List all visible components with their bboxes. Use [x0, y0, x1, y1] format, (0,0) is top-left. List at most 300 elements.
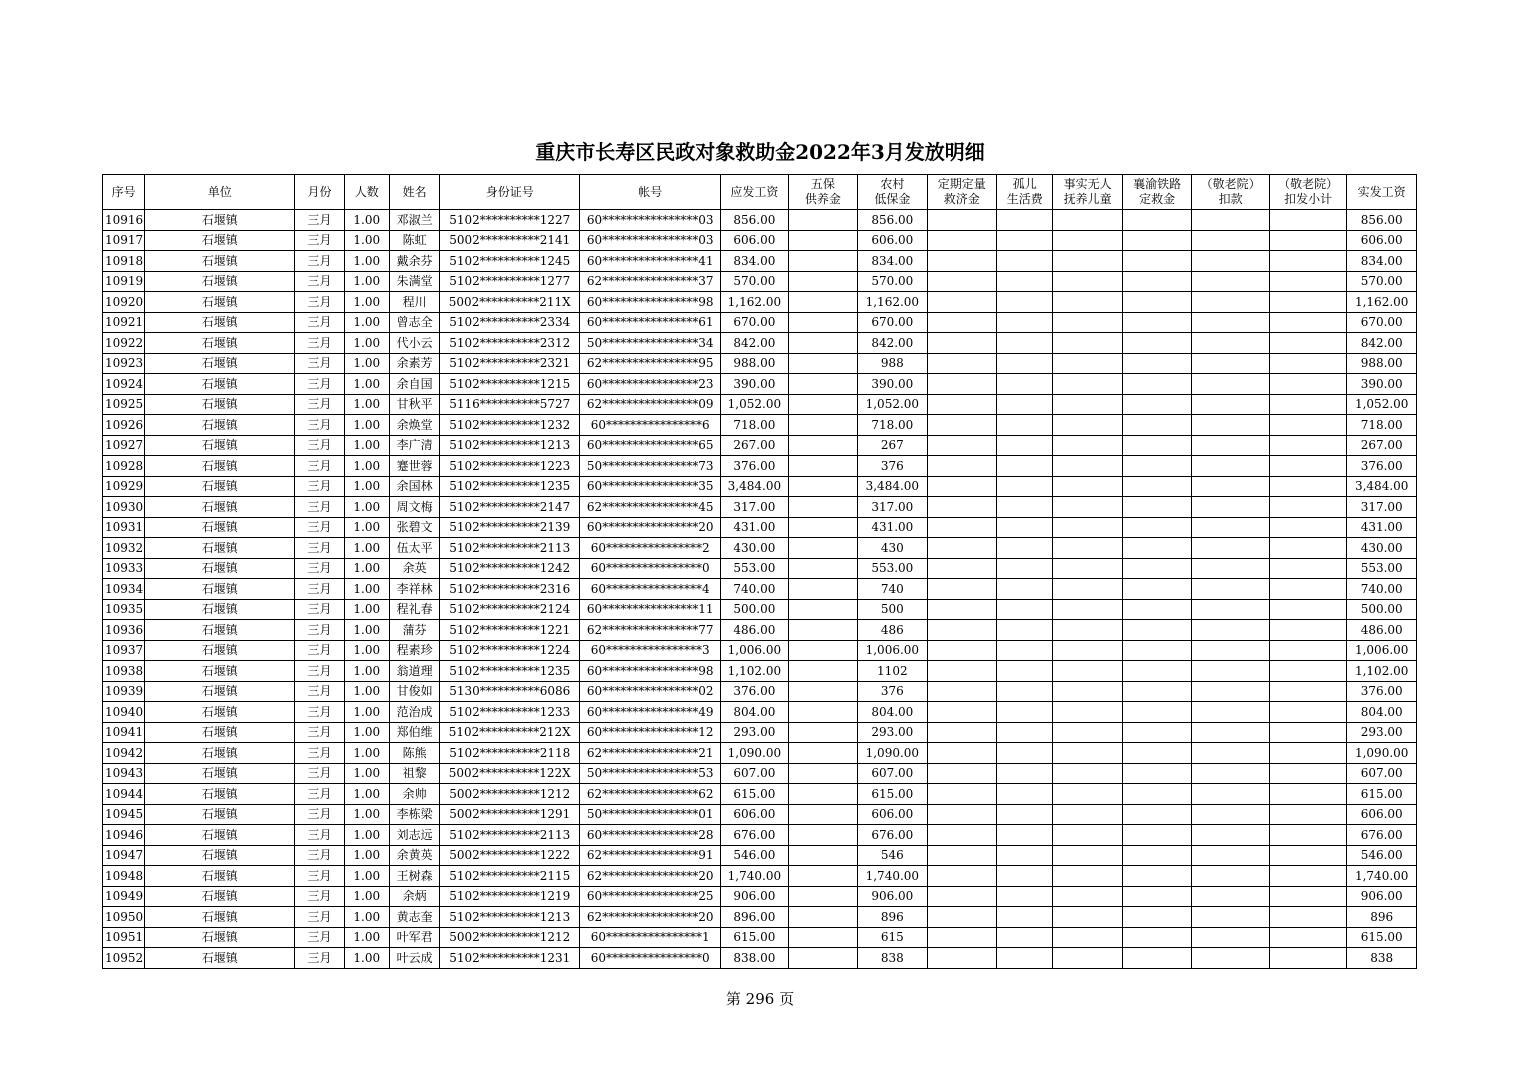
cell-railway-relief	[1122, 702, 1191, 723]
header-nursing-deduction: （敬老院） 扣款	[1192, 175, 1270, 210]
cell-railway-relief	[1122, 804, 1191, 825]
cell-count: 1.00	[344, 845, 389, 866]
cell-account: 50****************01	[580, 804, 721, 825]
cell-unit: 石堰镇	[145, 210, 295, 231]
cell-index: 10933	[103, 558, 145, 579]
cell-unsupported-children	[1053, 415, 1122, 436]
cell-unit: 石堰镇	[145, 907, 295, 928]
cell-id-number: 5102**********1213	[440, 435, 580, 456]
cell-id-number: 5102**********1221	[440, 620, 580, 641]
cell-nursing-withheld	[1269, 456, 1347, 477]
cell-id-number: 5116**********5727	[440, 394, 580, 415]
cell-nursing-deduction	[1192, 312, 1270, 333]
cell-five-guarantee	[788, 271, 857, 292]
cell-count: 1.00	[344, 476, 389, 497]
cell-account: 62****************09	[580, 394, 721, 415]
cell-account: 60****************2	[580, 538, 721, 559]
cell-five-guarantee	[788, 620, 857, 641]
cell-rural-subsistence: 838	[858, 948, 927, 969]
cell-index: 10942	[103, 743, 145, 764]
cell-name: 李广清	[389, 435, 439, 456]
cell-name: 李祥林	[389, 579, 439, 600]
table-row	[103, 456, 1417, 477]
cell-regular-relief	[927, 784, 996, 805]
cell-actual-pay: 615.00	[1347, 927, 1417, 948]
cell-unsupported-children	[1053, 456, 1122, 477]
cell-count: 1.00	[344, 312, 389, 333]
cell-name: 程礼春	[389, 599, 439, 620]
cell-id-number: 5102**********1224	[440, 640, 580, 661]
cell-orphan-allowance	[997, 271, 1053, 292]
cell-railway-relief	[1122, 538, 1191, 559]
cell-month: 三月	[295, 517, 344, 538]
cell-index: 10938	[103, 661, 145, 682]
cell-index: 10929	[103, 476, 145, 497]
cell-index: 10925	[103, 394, 145, 415]
cell-five-guarantee	[788, 292, 857, 313]
cell-unit: 石堰镇	[145, 866, 295, 887]
cell-account: 60****************3	[580, 640, 721, 661]
cell-month: 三月	[295, 435, 344, 456]
cell-count: 1.00	[344, 292, 389, 313]
cell-name: 余焕堂	[389, 415, 439, 436]
cell-nursing-deduction	[1192, 804, 1270, 825]
cell-index: 10940	[103, 702, 145, 723]
cell-nursing-deduction	[1192, 579, 1270, 600]
header-regular-relief: 定期定量 救济金	[927, 175, 996, 210]
cell-unsupported-children	[1053, 722, 1122, 743]
cell-month: 三月	[295, 681, 344, 702]
table-row	[103, 640, 1417, 661]
cell-nursing-withheld	[1269, 681, 1347, 702]
cell-count: 1.00	[344, 927, 389, 948]
cell-regular-relief	[927, 210, 996, 231]
cell-actual-pay: 740.00	[1347, 579, 1417, 600]
cell-unit: 石堰镇	[145, 476, 295, 497]
cell-unsupported-children	[1053, 333, 1122, 354]
cell-month: 三月	[295, 743, 344, 764]
cell-count: 1.00	[344, 353, 389, 374]
cell-count: 1.00	[344, 517, 389, 538]
cell-nursing-withheld	[1269, 886, 1347, 907]
cell-month: 三月	[295, 804, 344, 825]
cell-rural-subsistence: 293.00	[858, 722, 927, 743]
cell-nursing-deduction	[1192, 210, 1270, 231]
cell-name: 曾志全	[389, 312, 439, 333]
cell-nursing-deduction	[1192, 845, 1270, 866]
cell-regular-relief	[927, 353, 996, 374]
cell-count: 1.00	[344, 599, 389, 620]
cell-railway-relief	[1122, 640, 1191, 661]
cell-unsupported-children	[1053, 763, 1122, 784]
cell-id-number: 5102**********1219	[440, 886, 580, 907]
cell-name: 甘秋平	[389, 394, 439, 415]
cell-id-number: 5002**********1212	[440, 784, 580, 805]
cell-rural-subsistence: 670.00	[858, 312, 927, 333]
cell-month: 三月	[295, 394, 344, 415]
table-row	[103, 271, 1417, 292]
cell-unit: 石堰镇	[145, 927, 295, 948]
cell-nursing-withheld	[1269, 579, 1347, 600]
cell-nursing-withheld	[1269, 702, 1347, 723]
cell-month: 三月	[295, 845, 344, 866]
cell-rural-subsistence: 570.00	[858, 271, 927, 292]
cell-rural-subsistence: 1,052.00	[858, 394, 927, 415]
cell-month: 三月	[295, 599, 344, 620]
cell-month: 三月	[295, 415, 344, 436]
cell-index: 10932	[103, 538, 145, 559]
cell-unsupported-children	[1053, 640, 1122, 661]
cell-month: 三月	[295, 886, 344, 907]
cell-payable: 906.00	[721, 886, 788, 907]
cell-id-number: 5102**********2312	[440, 333, 580, 354]
cell-unsupported-children	[1053, 681, 1122, 702]
cell-unsupported-children	[1053, 374, 1122, 395]
header-month: 月份	[295, 175, 344, 210]
cell-name: 代小云	[389, 333, 439, 354]
cell-id-number: 5102**********1235	[440, 661, 580, 682]
cell-orphan-allowance	[997, 538, 1053, 559]
cell-orphan-allowance	[997, 845, 1053, 866]
cell-regular-relief	[927, 743, 996, 764]
cell-count: 1.00	[344, 558, 389, 579]
cell-regular-relief	[927, 333, 996, 354]
cell-nursing-withheld	[1269, 743, 1347, 764]
cell-unsupported-children	[1053, 312, 1122, 333]
cell-account: 62****************21	[580, 743, 721, 764]
cell-nursing-deduction	[1192, 640, 1270, 661]
cell-index: 10949	[103, 886, 145, 907]
cell-five-guarantee	[788, 517, 857, 538]
cell-actual-pay: 500.00	[1347, 599, 1417, 620]
cell-id-number: 5102**********212X	[440, 722, 580, 743]
cell-orphan-allowance	[997, 292, 1053, 313]
cell-regular-relief	[927, 271, 996, 292]
cell-name: 陈虹	[389, 230, 439, 251]
cell-orphan-allowance	[997, 394, 1053, 415]
cell-regular-relief	[927, 681, 996, 702]
cell-unit: 石堰镇	[145, 743, 295, 764]
cell-rural-subsistence: 1,162.00	[858, 292, 927, 313]
cell-count: 1.00	[344, 251, 389, 272]
cell-rural-subsistence: 431.00	[858, 517, 927, 538]
cell-nursing-deduction	[1192, 763, 1270, 784]
cell-unit: 石堰镇	[145, 456, 295, 477]
cell-unsupported-children	[1053, 886, 1122, 907]
cell-rural-subsistence: 376	[858, 456, 927, 477]
cell-orphan-allowance	[997, 579, 1053, 600]
cell-nursing-deduction	[1192, 251, 1270, 272]
cell-month: 三月	[295, 476, 344, 497]
header-count: 人数	[344, 175, 389, 210]
cell-railway-relief	[1122, 456, 1191, 477]
cell-account: 60****************0	[580, 948, 721, 969]
header-payable: 应发工资	[721, 175, 788, 210]
cell-railway-relief	[1122, 497, 1191, 518]
cell-five-guarantee	[788, 763, 857, 784]
cell-nursing-withheld	[1269, 825, 1347, 846]
cell-nursing-deduction	[1192, 353, 1270, 374]
table-row	[103, 312, 1417, 333]
cell-month: 三月	[295, 948, 344, 969]
cell-regular-relief	[927, 620, 996, 641]
cell-count: 1.00	[344, 579, 389, 600]
cell-payable: 553.00	[721, 558, 788, 579]
cell-orphan-allowance	[997, 681, 1053, 702]
cell-railway-relief	[1122, 599, 1191, 620]
cell-name: 伍太平	[389, 538, 439, 559]
cell-regular-relief	[927, 456, 996, 477]
cell-regular-relief	[927, 476, 996, 497]
cell-index: 10943	[103, 763, 145, 784]
cell-actual-pay: 615.00	[1347, 784, 1417, 805]
cell-five-guarantee	[788, 948, 857, 969]
cell-rural-subsistence: 896	[858, 907, 927, 928]
cell-id-number: 5102**********1231	[440, 948, 580, 969]
cell-unit: 石堰镇	[145, 640, 295, 661]
cell-index: 10920	[103, 292, 145, 313]
cell-index: 10927	[103, 435, 145, 456]
table-row	[103, 538, 1417, 559]
cell-railway-relief	[1122, 681, 1191, 702]
cell-count: 1.00	[344, 886, 389, 907]
cell-regular-relief	[927, 804, 996, 825]
cell-month: 三月	[295, 927, 344, 948]
cell-five-guarantee	[788, 640, 857, 661]
cell-five-guarantee	[788, 456, 857, 477]
table-row	[103, 292, 1417, 313]
cell-index: 10931	[103, 517, 145, 538]
cell-nursing-withheld	[1269, 374, 1347, 395]
cell-index: 10936	[103, 620, 145, 641]
cell-actual-pay: 3,484.00	[1347, 476, 1417, 497]
cell-account: 62****************95	[580, 353, 721, 374]
cell-nursing-withheld	[1269, 497, 1347, 518]
cell-index: 10947	[103, 845, 145, 866]
cell-actual-pay: 293.00	[1347, 722, 1417, 743]
cell-rural-subsistence: 615	[858, 927, 927, 948]
cell-payable: 376.00	[721, 456, 788, 477]
table-row	[103, 722, 1417, 743]
table-row	[103, 763, 1417, 784]
cell-five-guarantee	[788, 497, 857, 518]
cell-unsupported-children	[1053, 866, 1122, 887]
cell-orphan-allowance	[997, 804, 1053, 825]
cell-payable: 606.00	[721, 804, 788, 825]
cell-month: 三月	[295, 353, 344, 374]
cell-name: 叶军君	[389, 927, 439, 948]
cell-month: 三月	[295, 374, 344, 395]
cell-actual-pay: 570.00	[1347, 271, 1417, 292]
cell-payable: 670.00	[721, 312, 788, 333]
cell-five-guarantee	[788, 825, 857, 846]
cell-payable: 988.00	[721, 353, 788, 374]
cell-month: 三月	[295, 722, 344, 743]
cell-unsupported-children	[1053, 517, 1122, 538]
cell-count: 1.00	[344, 702, 389, 723]
cell-regular-relief	[927, 538, 996, 559]
cell-regular-relief	[927, 763, 996, 784]
cell-rural-subsistence: 267	[858, 435, 927, 456]
cell-railway-relief	[1122, 886, 1191, 907]
cell-payable: 1,102.00	[721, 661, 788, 682]
cell-count: 1.00	[344, 333, 389, 354]
cell-regular-relief	[927, 394, 996, 415]
table-row	[103, 415, 1417, 436]
cell-count: 1.00	[344, 866, 389, 887]
table-row	[103, 353, 1417, 374]
cell-orphan-allowance	[997, 456, 1053, 477]
table-row	[103, 476, 1417, 497]
cell-orphan-allowance	[997, 497, 1053, 518]
cell-orphan-allowance	[997, 722, 1053, 743]
cell-index: 10935	[103, 599, 145, 620]
cell-name: 黄志奎	[389, 907, 439, 928]
table-row	[103, 497, 1417, 518]
cell-month: 三月	[295, 538, 344, 559]
cell-month: 三月	[295, 661, 344, 682]
cell-nursing-withheld	[1269, 271, 1347, 292]
cell-five-guarantee	[788, 230, 857, 251]
table-row	[103, 886, 1417, 907]
cell-unit: 石堰镇	[145, 620, 295, 641]
cell-actual-pay: 670.00	[1347, 312, 1417, 333]
cell-account: 50****************34	[580, 333, 721, 354]
cell-month: 三月	[295, 702, 344, 723]
cell-railway-relief	[1122, 251, 1191, 272]
cell-id-number: 5102**********2113	[440, 538, 580, 559]
cell-name: 郑伯维	[389, 722, 439, 743]
cell-name: 程素珍	[389, 640, 439, 661]
cell-payable: 390.00	[721, 374, 788, 395]
cell-unit: 石堰镇	[145, 251, 295, 272]
cell-unsupported-children	[1053, 251, 1122, 272]
cell-orphan-allowance	[997, 476, 1053, 497]
cell-account: 62****************20	[580, 866, 721, 887]
cell-account: 62****************62	[580, 784, 721, 805]
cell-orphan-allowance	[997, 210, 1053, 231]
cell-unsupported-children	[1053, 599, 1122, 620]
table-row	[103, 845, 1417, 866]
cell-unit: 石堰镇	[145, 661, 295, 682]
cell-unit: 石堰镇	[145, 394, 295, 415]
cell-name: 蒲芬	[389, 620, 439, 641]
cell-rural-subsistence: 430	[858, 538, 927, 559]
cell-unit: 石堰镇	[145, 886, 295, 907]
cell-railway-relief	[1122, 517, 1191, 538]
cell-id-number: 5102**********2334	[440, 312, 580, 333]
header-orphan-allowance: 孤儿 生活费	[997, 175, 1053, 210]
cell-railway-relief	[1122, 312, 1191, 333]
cell-payable: 431.00	[721, 517, 788, 538]
cell-index: 10946	[103, 825, 145, 846]
cell-unit: 石堰镇	[145, 784, 295, 805]
cell-rural-subsistence: 546	[858, 845, 927, 866]
cell-nursing-withheld	[1269, 558, 1347, 579]
cell-rural-subsistence: 390.00	[858, 374, 927, 395]
cell-payable: 718.00	[721, 415, 788, 436]
cell-regular-relief	[927, 312, 996, 333]
cell-name: 余帅	[389, 784, 439, 805]
cell-rural-subsistence: 615.00	[858, 784, 927, 805]
cell-unsupported-children	[1053, 394, 1122, 415]
cell-index: 10934	[103, 579, 145, 600]
cell-payable: 430.00	[721, 538, 788, 559]
cell-id-number: 5102**********1277	[440, 271, 580, 292]
cell-id-number: 5102**********1242	[440, 558, 580, 579]
cell-actual-pay: 676.00	[1347, 825, 1417, 846]
cell-month: 三月	[295, 763, 344, 784]
cell-five-guarantee	[788, 251, 857, 272]
cell-rural-subsistence: 906.00	[858, 886, 927, 907]
relief-fund-table	[102, 174, 1417, 969]
cell-id-number: 5102**********1245	[440, 251, 580, 272]
cell-orphan-allowance	[997, 927, 1053, 948]
cell-rural-subsistence: 842.00	[858, 333, 927, 354]
cell-actual-pay: 553.00	[1347, 558, 1417, 579]
cell-actual-pay: 546.00	[1347, 845, 1417, 866]
cell-nursing-withheld	[1269, 763, 1347, 784]
cell-railway-relief	[1122, 230, 1191, 251]
cell-railway-relief	[1122, 907, 1191, 928]
cell-unit: 石堰镇	[145, 271, 295, 292]
cell-account: 60****************03	[580, 230, 721, 251]
cell-actual-pay: 988.00	[1347, 353, 1417, 374]
cell-orphan-allowance	[997, 620, 1053, 641]
cell-count: 1.00	[344, 722, 389, 743]
table-header-row	[103, 175, 1417, 210]
header-name: 姓名	[389, 175, 439, 210]
cell-payable: 1,006.00	[721, 640, 788, 661]
cell-nursing-deduction	[1192, 456, 1270, 477]
cell-orphan-allowance	[997, 230, 1053, 251]
cell-unsupported-children	[1053, 230, 1122, 251]
cell-railway-relief	[1122, 579, 1191, 600]
page-number: 第 296 页	[725, 990, 795, 1008]
cell-rural-subsistence: 1,740.00	[858, 866, 927, 887]
cell-railway-relief	[1122, 763, 1191, 784]
cell-unsupported-children	[1053, 620, 1122, 641]
cell-payable: 1,162.00	[721, 292, 788, 313]
cell-id-number: 5102**********2124	[440, 599, 580, 620]
cell-nursing-deduction	[1192, 620, 1270, 641]
cell-index: 10916	[103, 210, 145, 231]
cell-month: 三月	[295, 456, 344, 477]
cell-count: 1.00	[344, 763, 389, 784]
cell-name: 余自国	[389, 374, 439, 395]
cell-rural-subsistence: 3,484.00	[858, 476, 927, 497]
cell-unit: 石堰镇	[145, 948, 295, 969]
cell-unit: 石堰镇	[145, 435, 295, 456]
cell-orphan-allowance	[997, 312, 1053, 333]
cell-railway-relief	[1122, 825, 1191, 846]
cell-nursing-deduction	[1192, 743, 1270, 764]
cell-nursing-withheld	[1269, 292, 1347, 313]
cell-account: 60****************0	[580, 558, 721, 579]
cell-unsupported-children	[1053, 476, 1122, 497]
cell-nursing-withheld	[1269, 948, 1347, 969]
cell-orphan-allowance	[997, 435, 1053, 456]
cell-nursing-deduction	[1192, 702, 1270, 723]
cell-name: 陈熊	[389, 743, 439, 764]
cell-index: 10939	[103, 681, 145, 702]
cell-index: 10926	[103, 415, 145, 436]
cell-month: 三月	[295, 251, 344, 272]
cell-name: 甘俊如	[389, 681, 439, 702]
cell-actual-pay: 842.00	[1347, 333, 1417, 354]
cell-nursing-deduction	[1192, 333, 1270, 354]
cell-count: 1.00	[344, 230, 389, 251]
